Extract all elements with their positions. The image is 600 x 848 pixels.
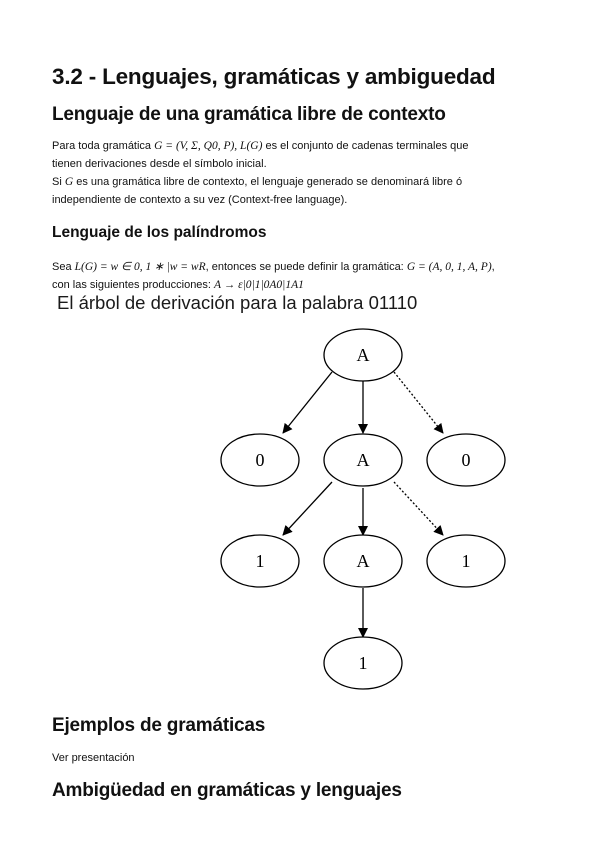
edge-root-right	[394, 372, 443, 433]
node-l3-mid-label: 1	[358, 653, 368, 673]
edge-mid-left	[283, 482, 332, 535]
examples-heading: Ejemplos de gramáticas	[52, 715, 266, 736]
node-l1-right-label: 0	[461, 450, 471, 470]
node-l1-mid-label: A	[356, 450, 370, 470]
cfg-line1-end: es el conjunto de cadenas terminales que	[262, 140, 469, 152]
derivation-tree	[0, 320, 600, 700]
cfg-line3-text: Si	[52, 176, 65, 188]
cfg-line3-end: es una gramática libre de contexto, el lenguaje generado se denominará libre ó	[73, 176, 463, 188]
node-l2-mid-label: A	[356, 551, 370, 571]
tree-caption: El árbol de derivación para la palabra 01110	[57, 292, 418, 313]
palindromes-heading: Lenguaje de los palíndromos	[52, 224, 267, 241]
pal-line1-text: Sea	[52, 261, 75, 273]
edge-root-left	[283, 372, 332, 433]
palindromes-paragraph	[52, 258, 562, 294]
pal-line2-text: con las siguientes producciones:	[52, 279, 215, 291]
cfg-line4: independiente de contexto a su vez (Context-free language).	[52, 194, 348, 206]
node-l2-left-label: 1	[255, 551, 265, 571]
pal-line1-end: ,	[491, 261, 495, 273]
node-l1-left-label: 0	[255, 450, 265, 470]
ambiguity-heading: Ambigüedad en gramáticas y lenguajes	[52, 780, 402, 801]
cfg-heading: Lenguaje de una gramática libre de contexto	[52, 104, 446, 125]
pal-math-language: L(G) = w ∈ 0, 1 ∗ |w = wR	[74, 261, 206, 273]
edge-mid-right	[394, 482, 443, 535]
pal-math-grammar: G = (A, 0, 1, A, P)	[406, 261, 492, 273]
examples-text: Ver presentación	[52, 752, 135, 764]
page-title: 3.2 - Lenguajes, gramáticas y ambiguedad	[52, 64, 496, 89]
cfg-line1-text: Para toda gramática	[52, 140, 155, 152]
pal-line1-mid: , entonces se puede definir la gramática:	[205, 261, 407, 273]
cfg-math-g: G	[64, 176, 74, 188]
node-root-label: A	[356, 345, 370, 365]
cfg-math-grammar: G = (V, Σ, Q0, P), L(G)	[154, 140, 263, 152]
cfg-paragraph	[52, 137, 562, 209]
cfg-line2: tienen derivaciones desde el símbolo inicial.	[52, 158, 267, 170]
node-l2-right-label: 1	[461, 551, 471, 571]
pal-math-productions: A → ε|0|1|0A0|1A1	[214, 279, 304, 291]
